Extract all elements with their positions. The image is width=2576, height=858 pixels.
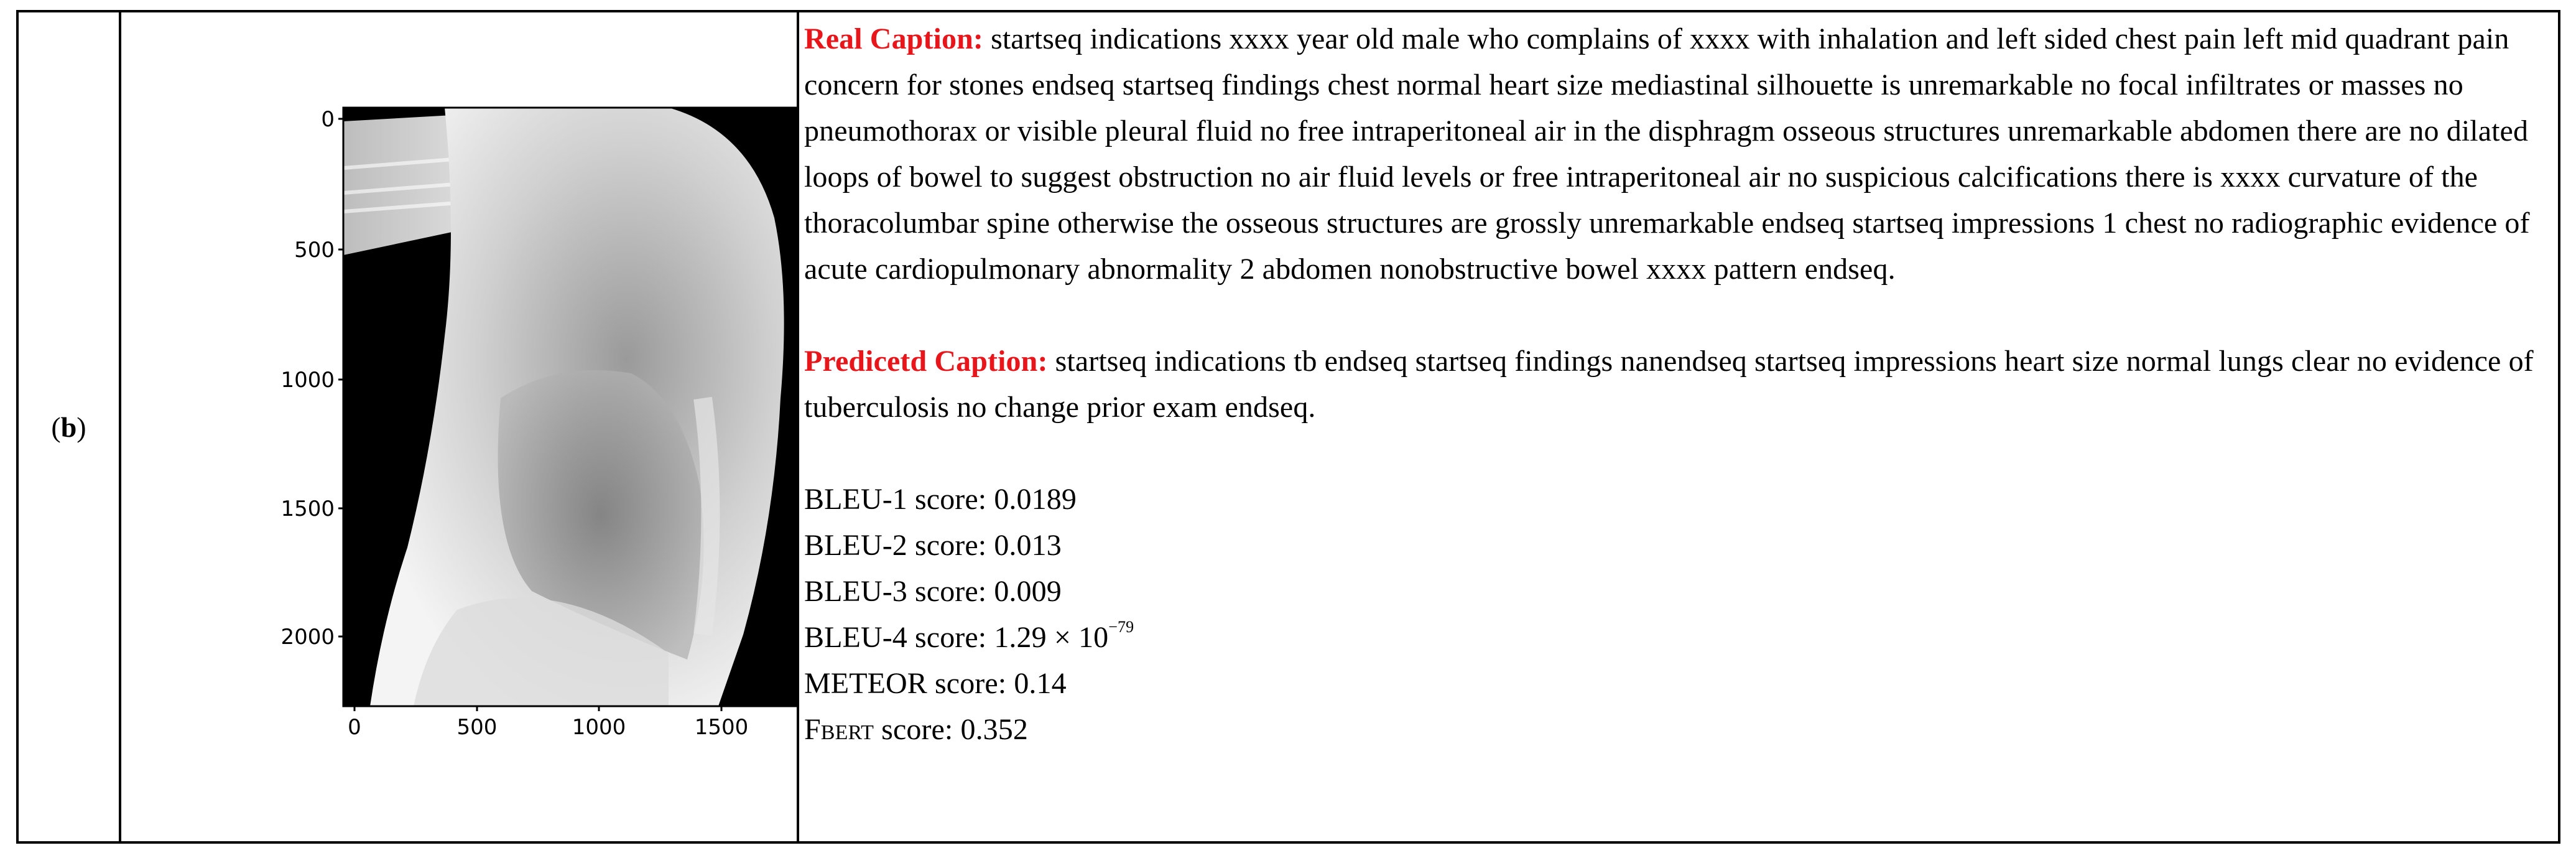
caption-cell [799,12,2558,841]
bleu1-score: BLEU-1 score: 0.0189 [804,483,1077,516]
meteor-score: METEOR score: 0.14 [804,667,1067,700]
bleu4-score: BLEU-4 score: $1.29 \times 10^{-79}$ [804,618,1134,654]
y-tick-label-1500: 1500 [280,497,335,521]
x-tick-label-0: 0 [348,715,361,740]
predicted-caption-text: startseq indications tb endseq startseq findings nanendseq startseq impressions heart size normal lungs clear no evidence of tuberculosis no change prior exam endseq. [804,345,2534,424]
x-tick-label-1500: 1500 [694,715,749,740]
y-tick-label-1000: 1000 [280,368,335,393]
y-axis [280,107,343,650]
xray-plot [121,12,797,841]
x-tick-label-500: 500 [456,715,498,740]
predicted-caption-label: Predicetd Caption: [804,345,1048,378]
real-caption-text: startseq indications xxxx year old male who complains of xxxx with inhalation and left sided chest pain left mid quadrant pain concern for stones endseq startseq findings chest normal heart size mediastinal silhouette is unremarkable no focal infiltrates or masses no pneumothorax or visible pleural fluid no free intraperitoneal air in the disphragm osseous structures unremarkable abdomen there are no dilated loops of bowel to suggest obstruction no air fluid levels or free intraperitoneal air no suspicious calcifications there is xxxx curvature of the thoracolumbar spine otherwise the osseous structures are grossly unremarkable endseq startseq impressions 1 chest no radiographic evidence of acute cardiopulmonary abnormality 2 abdomen nonobstructive bowel xxxx pattern endseq. [804,22,2530,286]
figure-cell [121,12,799,841]
x-axis [348,706,797,740]
row-label-cell [19,12,121,841]
xray-image [343,108,797,706]
bleu2-score: BLEU-2 score: 0.013 [804,529,1062,562]
bleu4-exponent: −79 [1108,618,1134,636]
real-caption-label: Real Caption: [804,22,983,55]
row-label: (b) [51,411,86,443]
results-table [16,10,2560,844]
y-tick-label-2000: 2000 [280,625,335,650]
x-tick-label-1000: 1000 [572,715,626,740]
predicted-caption [804,338,2554,431]
bleu3-score: BLEU-3 score: 0.009 [804,575,1062,608]
y-tick-label-500: 500 [294,238,335,263]
real-caption [804,16,2554,292]
y-tick-label-0: 0 [321,107,335,132]
fbert-score: FBERT score: 0.352 [804,713,1028,746]
